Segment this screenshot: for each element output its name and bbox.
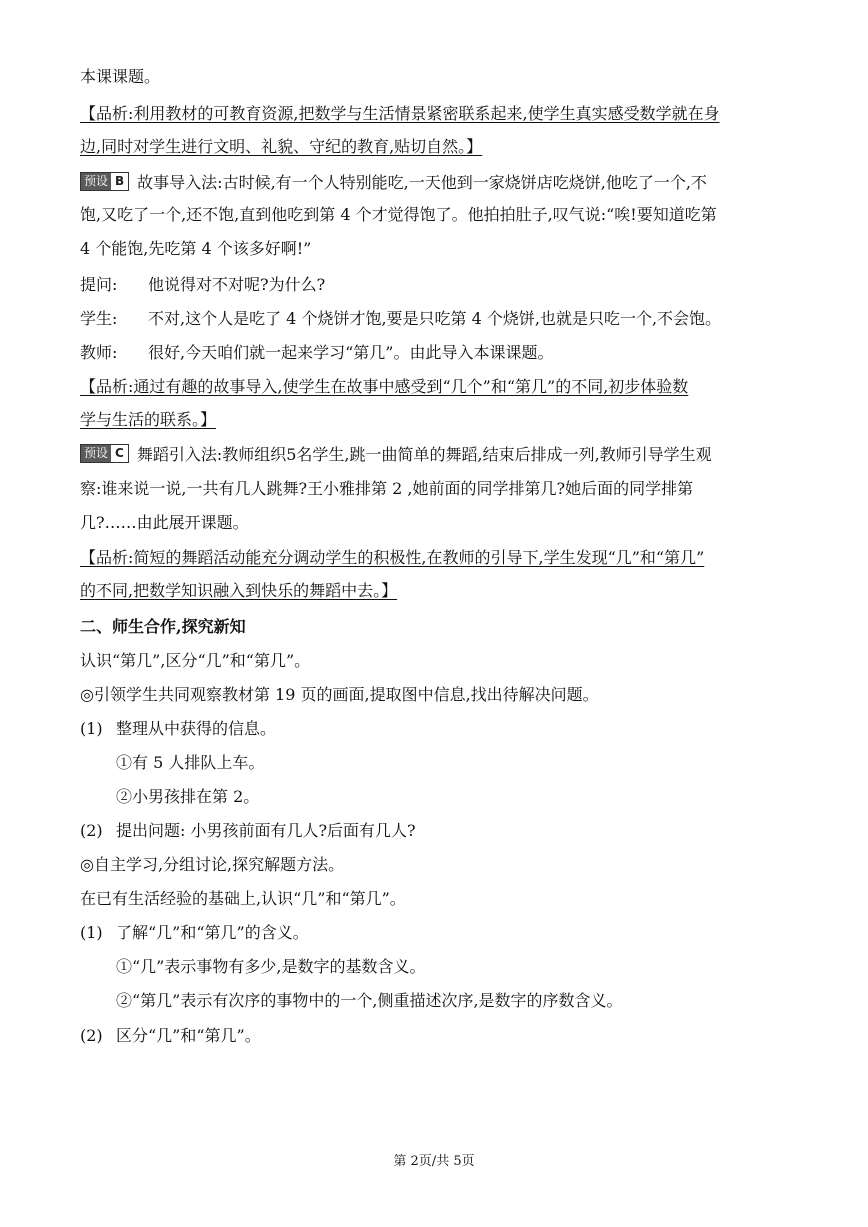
text-line: ◎引领学生共同观察教材第 19 页的画面,提取图中信息,找出待解决问题。 <box>80 685 599 704</box>
analysis-note: 学与生活的联系。】 <box>80 410 217 429</box>
analysis-note: 【品析:通过有趣的故事导入,使学生在故事中感受到“几个”和“第几”的不同,初步体验数 <box>80 377 689 396</box>
speaker-label: 学生: <box>80 309 118 328</box>
text-line: 察:谁来说一说,一共有几人跳舞?王小雅排第 2 ,她前面的同学排第几?她后面的同学排第 <box>80 479 694 498</box>
list-item: (2) 区分“几”和“第几”。 <box>80 1026 261 1045</box>
text-line: 几?……由此展开课题。 <box>80 513 249 532</box>
list-item: (2) 提出问题: 小男孩前面有几人?后面有几人? <box>80 821 416 840</box>
list-number: (2) <box>80 1026 103 1045</box>
analysis-note: 的不同,把数学知识融入到快乐的舞蹈中去。】 <box>80 581 398 600</box>
list-item: (1) 整理从中获得的信息。 <box>80 719 277 738</box>
text-line <box>80 172 792 194</box>
paragraph-text: 故事导入法:古时候,有一个人特别能吃,一天他到一家烧饼店吃烧饼,他吃了一个,不 <box>137 173 707 192</box>
section-heading: 二、师生合作,探究新知 <box>80 617 246 636</box>
text-line <box>80 66 792 88</box>
page-number-footer: 第 2页/共 5页 <box>393 1154 475 1169</box>
analysis-note: 【品析:利用教材的可教育资源,把数学与生活情景紧密联系起来,使学生真实感受数学就在身 <box>80 104 720 123</box>
document-page: 本课课题。 【品析:利用教材的可教育资源,把数学与生活情景紧密联系起来,使学生真实感受数学就在身 边,同时对学生进行文明、礼貌、守纪的教育,贴切自然。】 预设 B 故事导入法:古时候,有一个人特别能吃,一天他到一家烧饼店吃烧饼,他吃了一个,不 饱,又吃了一个,还不饱,直到他吃到第 4 个才觉得饱了。他拍拍肚子,叹气说:“唉!要知道吃第 4 个能饱,先吃第 4 个该多好啊!” 提问: 他说得对不对呢?为什么? 学生: 不对,这个人是吃了 4 个烧饼才饱,要是只吃第 4 个烧饼,也就是只吃一个,不会饱。 教师: 很好,今天咱们就一起来学习“第几”。由此导入本课课题。 【品析:通过有趣的故事导入,使学生在故事中感受到“几个”和“第几”的不同,初步体验数 学与生活的联系。】 预设 C 舞蹈引入法:教师组织5名学生,跳一曲简单的舞蹈,结束后排成一列,教师引导学生观 察:谁来说一说,一共有几人跳舞?王小雅排第 2 ,她前面的同学排第几?她后面的同学排第 几?……由此展开课题。 【品析:简短的舞蹈活动能充分调动学生的积极性,在教师的引导下,学生发现“几”和“第几” 的不同,把数学知识融入到快乐的舞蹈中去。】 二、师生合作,探究新知 认识“第几”,区分“几”和“第几”。 ◎引领学生共同观察教材第 19 页的画面,提取图中信息,找出待解决问题。 (1) 整理从中获得的信息。 ①有 5 人排队上车。 ②小男孩排在第 2。 (2) 提出问题: 小男孩前面有几人?后面有几人? ◎自主学习,分组讨论,探究解题方法。 在已有生活经验的基础上,认识“几”和“第几”。 (1) 了解“几”和“第几”的含义。 ①“几”表示事物有多少,是数字的基数含义。 ②“第几”表示有次序的事物中的一个,侧重描述次序,是数字的序数含义。 (2) 区分“几”和“第几”。 第 2页/共 5页 <box>0 0 868 1227</box>
preset-badge-b: 预设 B <box>80 172 129 191</box>
list-number: (1) <box>80 719 103 738</box>
text-line: 认识“第几”,区分“几”和“第几”。 <box>80 651 311 670</box>
list-number: (2) <box>80 821 103 840</box>
list-number: (1) <box>80 923 103 942</box>
text-line: 在已有生活经验的基础上,认识“几”和“第几”。 <box>80 889 406 908</box>
text-line <box>80 444 792 466</box>
paragraph-text: 舞蹈引入法:教师组织5名学生,跳一曲简单的舞蹈,结束后排成一列,教师引导学生观 <box>136 445 712 464</box>
speaker-label: 教师: <box>80 343 118 362</box>
dialogue-line: 学生: 不对,这个人是吃了 4 个烧饼才饱,要是只吃第 4 个烧饼,也就是只吃一个,不会饱。 <box>80 309 722 328</box>
text-line: 饱,又吃了一个,还不饱,直到他吃到第 4 个才觉得饱了。他拍拍肚子,叹气说:“唉!要知道吃第 <box>80 205 717 224</box>
speaker-label: 提问: <box>80 275 118 294</box>
list-item: (1) 了解“几”和“第几”的含义。 <box>80 923 309 942</box>
paragraph-text: 本课课题。 <box>80 67 161 86</box>
preset-badge-c: 预设 C <box>80 444 129 463</box>
analysis-note: 【品析:简短的舞蹈活动能充分调动学生的积极性,在教师的引导下,学生发现“几”和“第几” <box>80 548 705 567</box>
dialogue-line: 教师: 很好,今天咱们就一起来学习“第几”。由此导入本课课题。 <box>80 343 554 362</box>
dialogue-line: 提问: 他说得对不对呢?为什么? <box>80 275 326 294</box>
text-line: 4 个能饱,先吃第 4 个该多好啊!” <box>80 239 312 258</box>
text-line: ◎自主学习,分组讨论,探究解题方法。 <box>80 855 345 874</box>
analysis-note: 边,同时对学生进行文明、礼貌、守纪的教育,贴切自然。】 <box>80 137 483 156</box>
